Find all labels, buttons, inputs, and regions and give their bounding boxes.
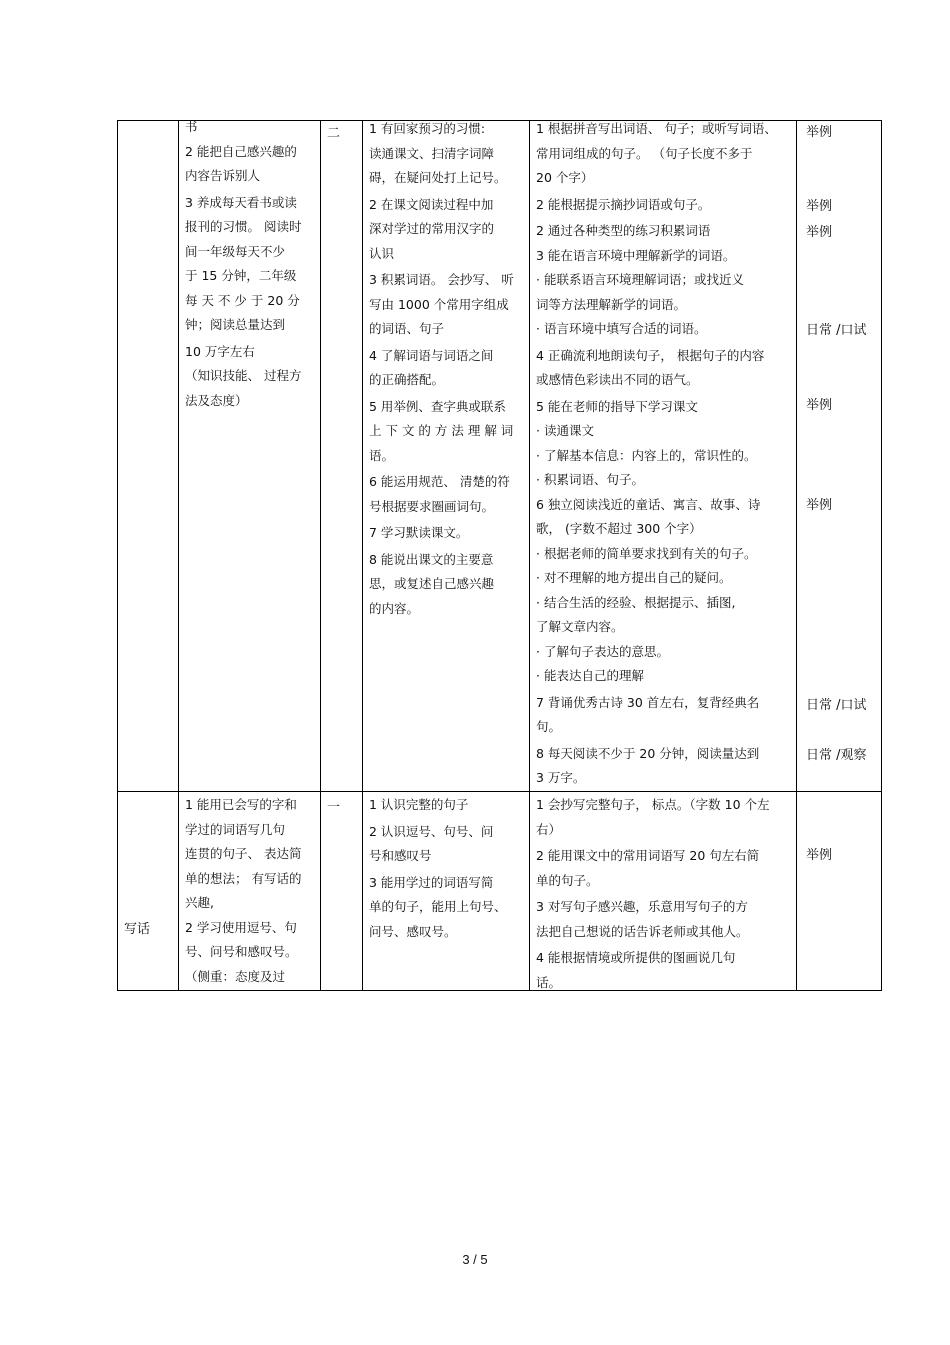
text-line: 法把自己想说的话告诉老师或其他人。 [536, 923, 749, 939]
text-line: 每 天 不 少 于 20 分 [185, 292, 300, 308]
text-line: 报刊的习惯。 阅读时 [185, 219, 302, 234]
text-line: 了解文章内容。 [536, 619, 624, 634]
text-line: 写由 1000 个常用字组成 [369, 296, 509, 312]
text-line: 语。 [369, 447, 395, 463]
text-line: 法及态度） [185, 392, 248, 408]
text-line: 1 有回家预习的习惯: [369, 121, 486, 136]
row1-method: 举例 [806, 125, 833, 140]
row1-goal-cell [185, 115, 301, 413]
standards-table [117, 120, 882, 991]
text-line: 2 能用课文中的常用词语写 20 句左右简 [536, 848, 760, 863]
text-line: 常用词组成的句子。 （句子长度不多于 [536, 145, 753, 161]
text-line: 6 独立阅读浅近的童话、寓言、故事、诗 [536, 496, 761, 512]
text-line: 3 对写句子感兴趣，乐意用写句子的方 [536, 899, 748, 914]
text-line: 1 认识完整的句子 [369, 797, 469, 812]
text-line: 3 积累词语。 会抄写、 听 [369, 272, 514, 287]
text-line: 4 了解词语与词语之间 [369, 347, 494, 363]
text-line: 于 15 分钟，二年级 [185, 268, 297, 283]
text-line: 词等方法理解新学的词语。 [536, 296, 687, 312]
text-line: 学过的词语写几句 [185, 821, 286, 837]
text-line: 2 能根据提示摘抄词语或句子。 [536, 196, 711, 212]
text-line: 句。 [536, 719, 562, 734]
text-line: （侧重：态度及过 [185, 968, 286, 984]
text-line: 号根据要求圈画词句。 [369, 498, 495, 514]
text-line: 10 万字左右 [185, 343, 255, 359]
text-line: 读通课文、扫清字词障 [369, 145, 495, 161]
text-line: 连贯的句子、 表达简 [185, 846, 302, 861]
text-line: 4 正确流利地朗读句子， 根据句子的内容 [536, 347, 765, 363]
text-line: · 对不理解的地方提出自己的疑问。 [536, 570, 732, 585]
text-line: 5 用举例、查字典或联系 [369, 398, 506, 414]
page-number: 3 / 5 [462, 1252, 488, 1267]
text-line: 2 通过各种类型的练习积累词语 [536, 223, 711, 238]
text-line: 单的句子。 [536, 872, 599, 888]
row2-method: 举例 [806, 848, 833, 863]
text-line: 碍，在疑问处打上记号。 [369, 170, 507, 185]
text-line: 6 能运用规范、 清楚的符 [369, 474, 510, 489]
text-line: 的内容。 [369, 600, 420, 616]
text-line: 右） [536, 821, 562, 837]
text-line: 话。 [536, 974, 562, 990]
text-line: 8 每天阅读不少于 20 分钟，阅读量达到 [536, 745, 760, 761]
text-line: 1 根据拼音写出词语、 句子；或听写词语、 [536, 121, 777, 136]
text-line: · 了解基本信息：内容上的，常识性的。 [536, 447, 757, 463]
text-line: · 了解句子表达的意思。 [536, 643, 669, 659]
text-line: 单的句子，能用上句号、 [369, 899, 507, 914]
text-line: 7 背诵优秀古诗 30 首左右，复背经典名 [536, 694, 760, 710]
row2-goal-cell [185, 793, 301, 989]
row2-category: 写话 [124, 922, 151, 937]
text-line: 认识 [369, 245, 395, 261]
text-line: 8 能说出课文的主要意 [369, 551, 494, 567]
text-line: 2 学习使用逗号、句 [185, 919, 297, 935]
row1-method: 举例 [806, 225, 833, 240]
text-line: 问号、感叹号。 [369, 923, 457, 939]
text-line: 1 能用已会写的字和 [185, 797, 297, 812]
text-line: 歌， (字数不超过 300 个字） [536, 521, 702, 536]
row1-method: 举例 [806, 498, 833, 513]
text-line: 上 下 文 的 方 法 理 解 词 [369, 423, 514, 438]
text-line: 号、问号和感叹号。 [185, 944, 298, 959]
row-divider [117, 791, 882, 792]
text-line: 内容告诉别人 [185, 168, 261, 183]
text-line: 5 能在老师的指导下学习课文 [536, 398, 698, 414]
row2-grade: 一 [327, 800, 341, 815]
text-line: · 读通课文 [536, 423, 594, 438]
column-divider [362, 120, 363, 991]
row1-method: 日常 /口试 [806, 698, 867, 713]
text-line: · 能表达自己的理解 [536, 668, 644, 683]
column-divider [178, 120, 179, 991]
row1-method: 举例 [806, 199, 833, 214]
table-border-left [117, 120, 118, 991]
text-line: 钟；阅读总量达到 [185, 317, 286, 332]
text-line: 间一年级每天不少 [185, 243, 286, 259]
text-line: 思，或复述自己感兴趣 [369, 576, 495, 591]
text-line: 2 在课文阅读过程中加 [369, 196, 494, 212]
text-line: 4 能根据情境或所提供的图画说几句 [536, 950, 736, 965]
text-line: · 积累词语、句子。 [536, 472, 644, 487]
text-line: 3 养成每天看书或读 [185, 194, 297, 210]
text-line: 3 能在语言环境中理解新学的词语。 [536, 247, 736, 263]
text-line: · 结合生活的经验、根据提示、插图, [536, 594, 736, 610]
row2-target-cell [369, 793, 507, 944]
text-line: 3 万字。 [536, 770, 586, 785]
text-line: 单的想法； 有写话的 [185, 870, 302, 886]
text-line: 兴趣, [185, 895, 214, 910]
text-line: 或感情色彩读出不同的语气。 [536, 372, 699, 387]
text-line: 的词语、句子 [369, 321, 445, 336]
text-line: 号和感叹号 [369, 848, 432, 863]
column-divider [320, 120, 321, 991]
row1-method: 日常 /口试 [806, 323, 867, 338]
text-line: （知识技能、 过程方 [185, 368, 302, 383]
row1-target-cell [369, 117, 514, 621]
text-line: 深对学过的常用汉字的 [369, 221, 495, 236]
text-line: 3 能用学过的词语写简 [369, 874, 494, 890]
text-line: 2 认识逗号、句号、问 [369, 823, 494, 839]
text-line: 20 个字） [536, 170, 594, 185]
row1-grade: 二 [327, 126, 341, 141]
text-line: 书 [185, 119, 198, 134]
row1-standard-cell [536, 117, 777, 791]
table-border-right [881, 120, 882, 991]
row2-standard-cell [536, 793, 770, 995]
text-line: · 语言环境中填写合适的词语。 [536, 321, 707, 336]
column-divider [529, 120, 530, 991]
text-line: 的正确搭配。 [369, 372, 445, 387]
text-line: 7 学习默读课文。 [369, 525, 469, 540]
text-line: · 能联系语言环境理解词语；或找近义 [536, 272, 744, 287]
text-line: · 根据老师的简单要求找到有关的句子。 [536, 545, 757, 561]
row1-method: 举例 [806, 398, 833, 413]
text-line: 2 能把自己感兴趣的 [185, 143, 297, 159]
column-divider [796, 120, 797, 991]
row1-method: 日常 /观察 [806, 748, 867, 763]
text-line: 1 会抄写完整句子， 标点。（字数 10 个左 [536, 797, 770, 812]
